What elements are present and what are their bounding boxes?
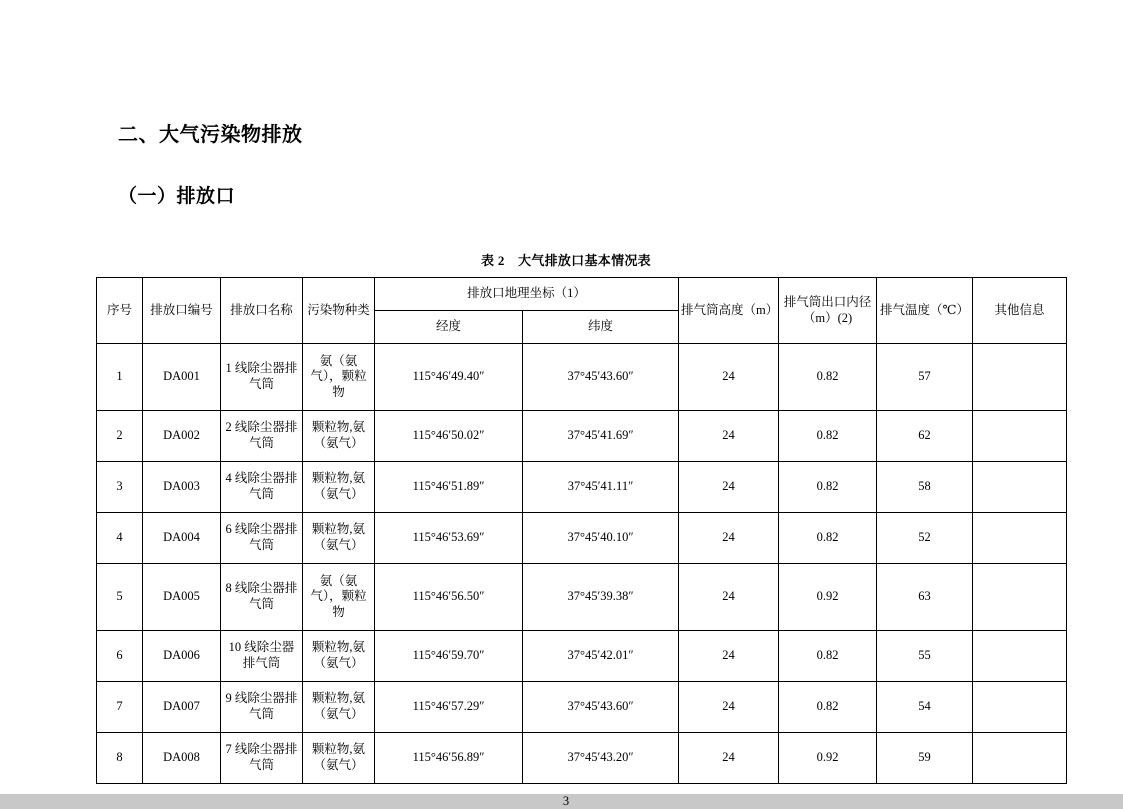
cell-name: 1 线除尘器排气筒 <box>221 344 303 411</box>
table-row <box>97 513 1067 564</box>
cell-pollutant: 氨（氨气），颗粒物 <box>303 344 375 411</box>
cell-exhaust-temp: 59 <box>877 733 973 784</box>
cell-code: DA003 <box>143 462 221 513</box>
cell-exhaust-temp: 58 <box>877 462 973 513</box>
cell-name: 7 线除尘器排气筒 <box>221 733 303 784</box>
cell-latitude: 37°45′40.10″ <box>523 513 679 564</box>
header-seq: 序号 <box>97 278 143 344</box>
cell-exhaust-temp: 54 <box>877 682 973 733</box>
cell-code: DA004 <box>143 513 221 564</box>
cell-pollutant: 颗粒物,氨（氨气） <box>303 631 375 682</box>
cell-seq: 2 <box>97 411 143 462</box>
cell-exhaust-temp: 55 <box>877 631 973 682</box>
header-stack-height: 排气筒高度（m） <box>679 278 779 344</box>
cell-longitude: 115°46′57.29″ <box>375 682 523 733</box>
cell-code: DA007 <box>143 682 221 733</box>
cell-latitude: 37°45′41.11″ <box>523 462 679 513</box>
cell-seq: 6 <box>97 631 143 682</box>
cell-outlet-diameter: 0.82 <box>779 462 877 513</box>
cell-longitude: 115°46′49.40″ <box>375 344 523 411</box>
cell-stack-height: 24 <box>679 411 779 462</box>
table-row <box>97 564 1067 631</box>
cell-exhaust-temp: 63 <box>877 564 973 631</box>
page-content <box>96 0 1045 809</box>
cell-other <box>973 733 1067 784</box>
table-row <box>97 344 1067 411</box>
cell-longitude: 115°46′53.69″ <box>375 513 523 564</box>
cell-outlet-diameter: 0.82 <box>779 682 877 733</box>
header-longitude: 经度 <box>375 311 523 344</box>
cell-code: DA005 <box>143 564 221 631</box>
header-code: 排放口编号 <box>143 278 221 344</box>
cell-name: 10 线除尘器排气筒 <box>221 631 303 682</box>
cell-stack-height: 24 <box>679 513 779 564</box>
cell-longitude: 115°46′56.89″ <box>375 733 523 784</box>
table-caption: 表 2 大气排放口基本情况表 <box>481 253 651 268</box>
cell-outlet-diameter: 0.92 <box>779 733 877 784</box>
cell-seq: 8 <box>97 733 143 784</box>
cell-seq: 5 <box>97 564 143 631</box>
cell-longitude: 115°46′50.02″ <box>375 411 523 462</box>
cell-other <box>973 462 1067 513</box>
air-outlet-table <box>96 277 1067 784</box>
cell-latitude: 37°45′41.69″ <box>523 411 679 462</box>
cell-longitude: 115°46′59.70″ <box>375 631 523 682</box>
cell-pollutant: 颗粒物,氨（氨气） <box>303 682 375 733</box>
header-other-info: 其他信息 <box>973 278 1067 344</box>
header-exhaust-temp: 排气温度（℃） <box>877 278 973 344</box>
cell-seq: 3 <box>97 462 143 513</box>
table-row <box>97 682 1067 733</box>
table-row <box>97 733 1067 784</box>
cell-other <box>973 344 1067 411</box>
header-latitude: 纬度 <box>523 311 679 344</box>
cell-outlet-diameter: 0.82 <box>779 411 877 462</box>
cell-latitude: 37°45′43.60″ <box>523 344 679 411</box>
cell-other <box>973 411 1067 462</box>
cell-outlet-diameter: 0.82 <box>779 344 877 411</box>
header-coordinate-group: 排放口地理坐标（1） <box>375 278 679 311</box>
cell-seq: 7 <box>97 682 143 733</box>
cell-seq: 1 <box>97 344 143 411</box>
header-name: 排放口名称 <box>221 278 303 344</box>
cell-name: 4 线除尘器排气筒 <box>221 462 303 513</box>
cell-outlet-diameter: 0.82 <box>779 513 877 564</box>
table-row <box>97 411 1067 462</box>
cell-pollutant: 颗粒物,氨（氨气） <box>303 513 375 564</box>
cell-seq: 4 <box>97 513 143 564</box>
cell-latitude: 37°45′43.20″ <box>523 733 679 784</box>
cell-latitude: 37°45′39.38″ <box>523 564 679 631</box>
table-row <box>97 462 1067 513</box>
cell-name: 6 线除尘器排气筒 <box>221 513 303 564</box>
cell-other <box>973 682 1067 733</box>
cell-pollutant: 颗粒物,氨（氨气） <box>303 411 375 462</box>
cell-code: DA006 <box>143 631 221 682</box>
cell-outlet-diameter: 0.92 <box>779 564 877 631</box>
header-outlet-diameter: 排气筒出口内径（m）(2) <box>779 278 877 344</box>
cell-exhaust-temp: 62 <box>877 411 973 462</box>
cell-stack-height: 24 <box>679 682 779 733</box>
cell-code: DA008 <box>143 733 221 784</box>
table-body <box>97 344 1067 784</box>
cell-other <box>973 564 1067 631</box>
cell-pollutant: 颗粒物,氨（氨气） <box>303 462 375 513</box>
subsection-heading-discharge-outlet: （一）排放口 <box>118 186 236 207</box>
cell-stack-height: 24 <box>679 564 779 631</box>
cell-code: DA001 <box>143 344 221 411</box>
cell-latitude: 37°45′43.60″ <box>523 682 679 733</box>
cell-stack-height: 24 <box>679 462 779 513</box>
cell-stack-height: 24 <box>679 733 779 784</box>
cell-outlet-diameter: 0.82 <box>779 631 877 682</box>
cell-exhaust-temp: 52 <box>877 513 973 564</box>
cell-name: 2 线除尘器排气筒 <box>221 411 303 462</box>
cell-code: DA002 <box>143 411 221 462</box>
cell-name: 9 线除尘器排气筒 <box>221 682 303 733</box>
cell-other <box>973 631 1067 682</box>
cell-longitude: 115°46′56.50″ <box>375 564 523 631</box>
cell-name: 8 线除尘器排气筒 <box>221 564 303 631</box>
table-row <box>97 631 1067 682</box>
cell-stack-height: 24 <box>679 344 779 411</box>
cell-latitude: 37°45′42.01″ <box>523 631 679 682</box>
cell-pollutant: 氨（氨气），颗粒物 <box>303 564 375 631</box>
section-heading-air-pollutant-discharge: 二、大气污染物排放 <box>118 124 303 146</box>
table-header <box>97 278 1067 344</box>
cell-other <box>973 513 1067 564</box>
page-number: 3 <box>562 794 570 808</box>
header-pollutant: 污染物种类 <box>303 278 375 344</box>
table-header-row-1 <box>97 278 1067 311</box>
cell-longitude: 115°46′51.89″ <box>375 462 523 513</box>
cell-stack-height: 24 <box>679 631 779 682</box>
cell-exhaust-temp: 57 <box>877 344 973 411</box>
cell-pollutant: 颗粒物,氨（氨气） <box>303 733 375 784</box>
